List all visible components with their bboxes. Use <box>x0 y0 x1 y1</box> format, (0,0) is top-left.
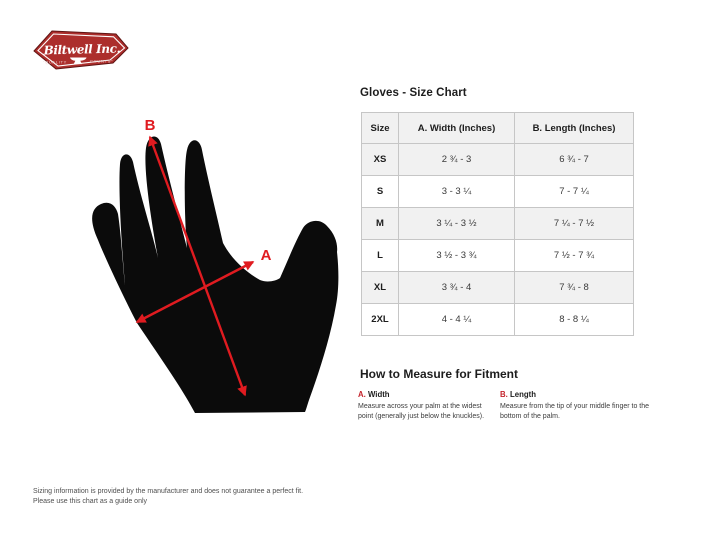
measure-instruction-length <box>500 390 650 422</box>
logo-tagline-right: COUNTS” <box>90 58 114 64</box>
table-row <box>362 240 634 272</box>
size-value: 2XL <box>362 304 399 336</box>
logo-tagline-left: “QUALITY <box>43 59 68 65</box>
disclaimer-line-2: Please use this chart as a guide only <box>33 498 148 505</box>
column-header-width: A. Width (Inches) <box>399 113 515 144</box>
size-chart-table <box>361 112 634 336</box>
measure-prefix-a: A. <box>358 390 366 399</box>
size-value: S <box>362 176 399 208</box>
measure-label-width <box>358 390 498 399</box>
column-header-size: Size <box>362 113 399 144</box>
size-value: XS <box>362 144 399 176</box>
width-value: 4 - 4 ¼ <box>399 304 515 336</box>
measure-name-width: Width <box>367 390 390 399</box>
width-value: 3 - 3 ¼ <box>399 176 515 208</box>
measure-label-length <box>500 390 650 399</box>
measure-instruction-width <box>358 390 498 422</box>
length-value: 8 - 8 ¼ <box>515 304 634 336</box>
table-header-row <box>362 113 634 144</box>
width-value: 3 ¾ - 4 <box>399 272 515 304</box>
logo-brand-text: Biltwell Inc. <box>43 41 121 58</box>
table-row <box>362 272 634 304</box>
size-chart-title: Gloves - Size Chart <box>360 87 467 99</box>
glove-measurement-diagram <box>80 100 350 440</box>
column-header-length: B. Length (Inches) <box>515 113 634 144</box>
diagram-label-a: A <box>260 247 272 264</box>
measure-text-length: Measure from the tip of your middle finger to the bottom of the palm. <box>500 403 650 420</box>
size-value: XL <box>362 272 399 304</box>
disclaimer-line-1: Sizing information is provided by the manufacturer and does not guarantee a perfect fit. <box>33 488 304 495</box>
size-value: L <box>362 240 399 272</box>
measure-text-width: Measure across your palm at the widest point (generally just below the knuckles). <box>358 403 485 420</box>
width-value: 2 ¾ - 3 <box>399 144 515 176</box>
width-value: 3 ½ - 3 ¾ <box>399 240 515 272</box>
measure-name-length: Length <box>509 390 536 399</box>
diagram-label-b: B <box>144 117 156 134</box>
biltwell-logo <box>28 28 134 74</box>
length-value: 7 ½ - 7 ¾ <box>515 240 634 272</box>
width-value: 3 ¼ - 3 ½ <box>399 208 515 240</box>
table-row <box>362 176 634 208</box>
hand-silhouette <box>92 137 338 413</box>
measure-prefix-b: B. <box>500 390 508 399</box>
length-value: 7 ¼ - 7 ½ <box>515 208 634 240</box>
sizing-disclaimer <box>33 487 303 507</box>
length-value: 6 ¾ - 7 <box>515 144 634 176</box>
table-row <box>362 304 634 336</box>
table-row <box>362 144 634 176</box>
table-row <box>362 208 634 240</box>
length-value: 7 - 7 ¼ <box>515 176 634 208</box>
how-to-measure-title: How to Measure for Fitment <box>360 367 519 381</box>
size-value: M <box>362 208 399 240</box>
length-value: 7 ¾ - 8 <box>515 272 634 304</box>
